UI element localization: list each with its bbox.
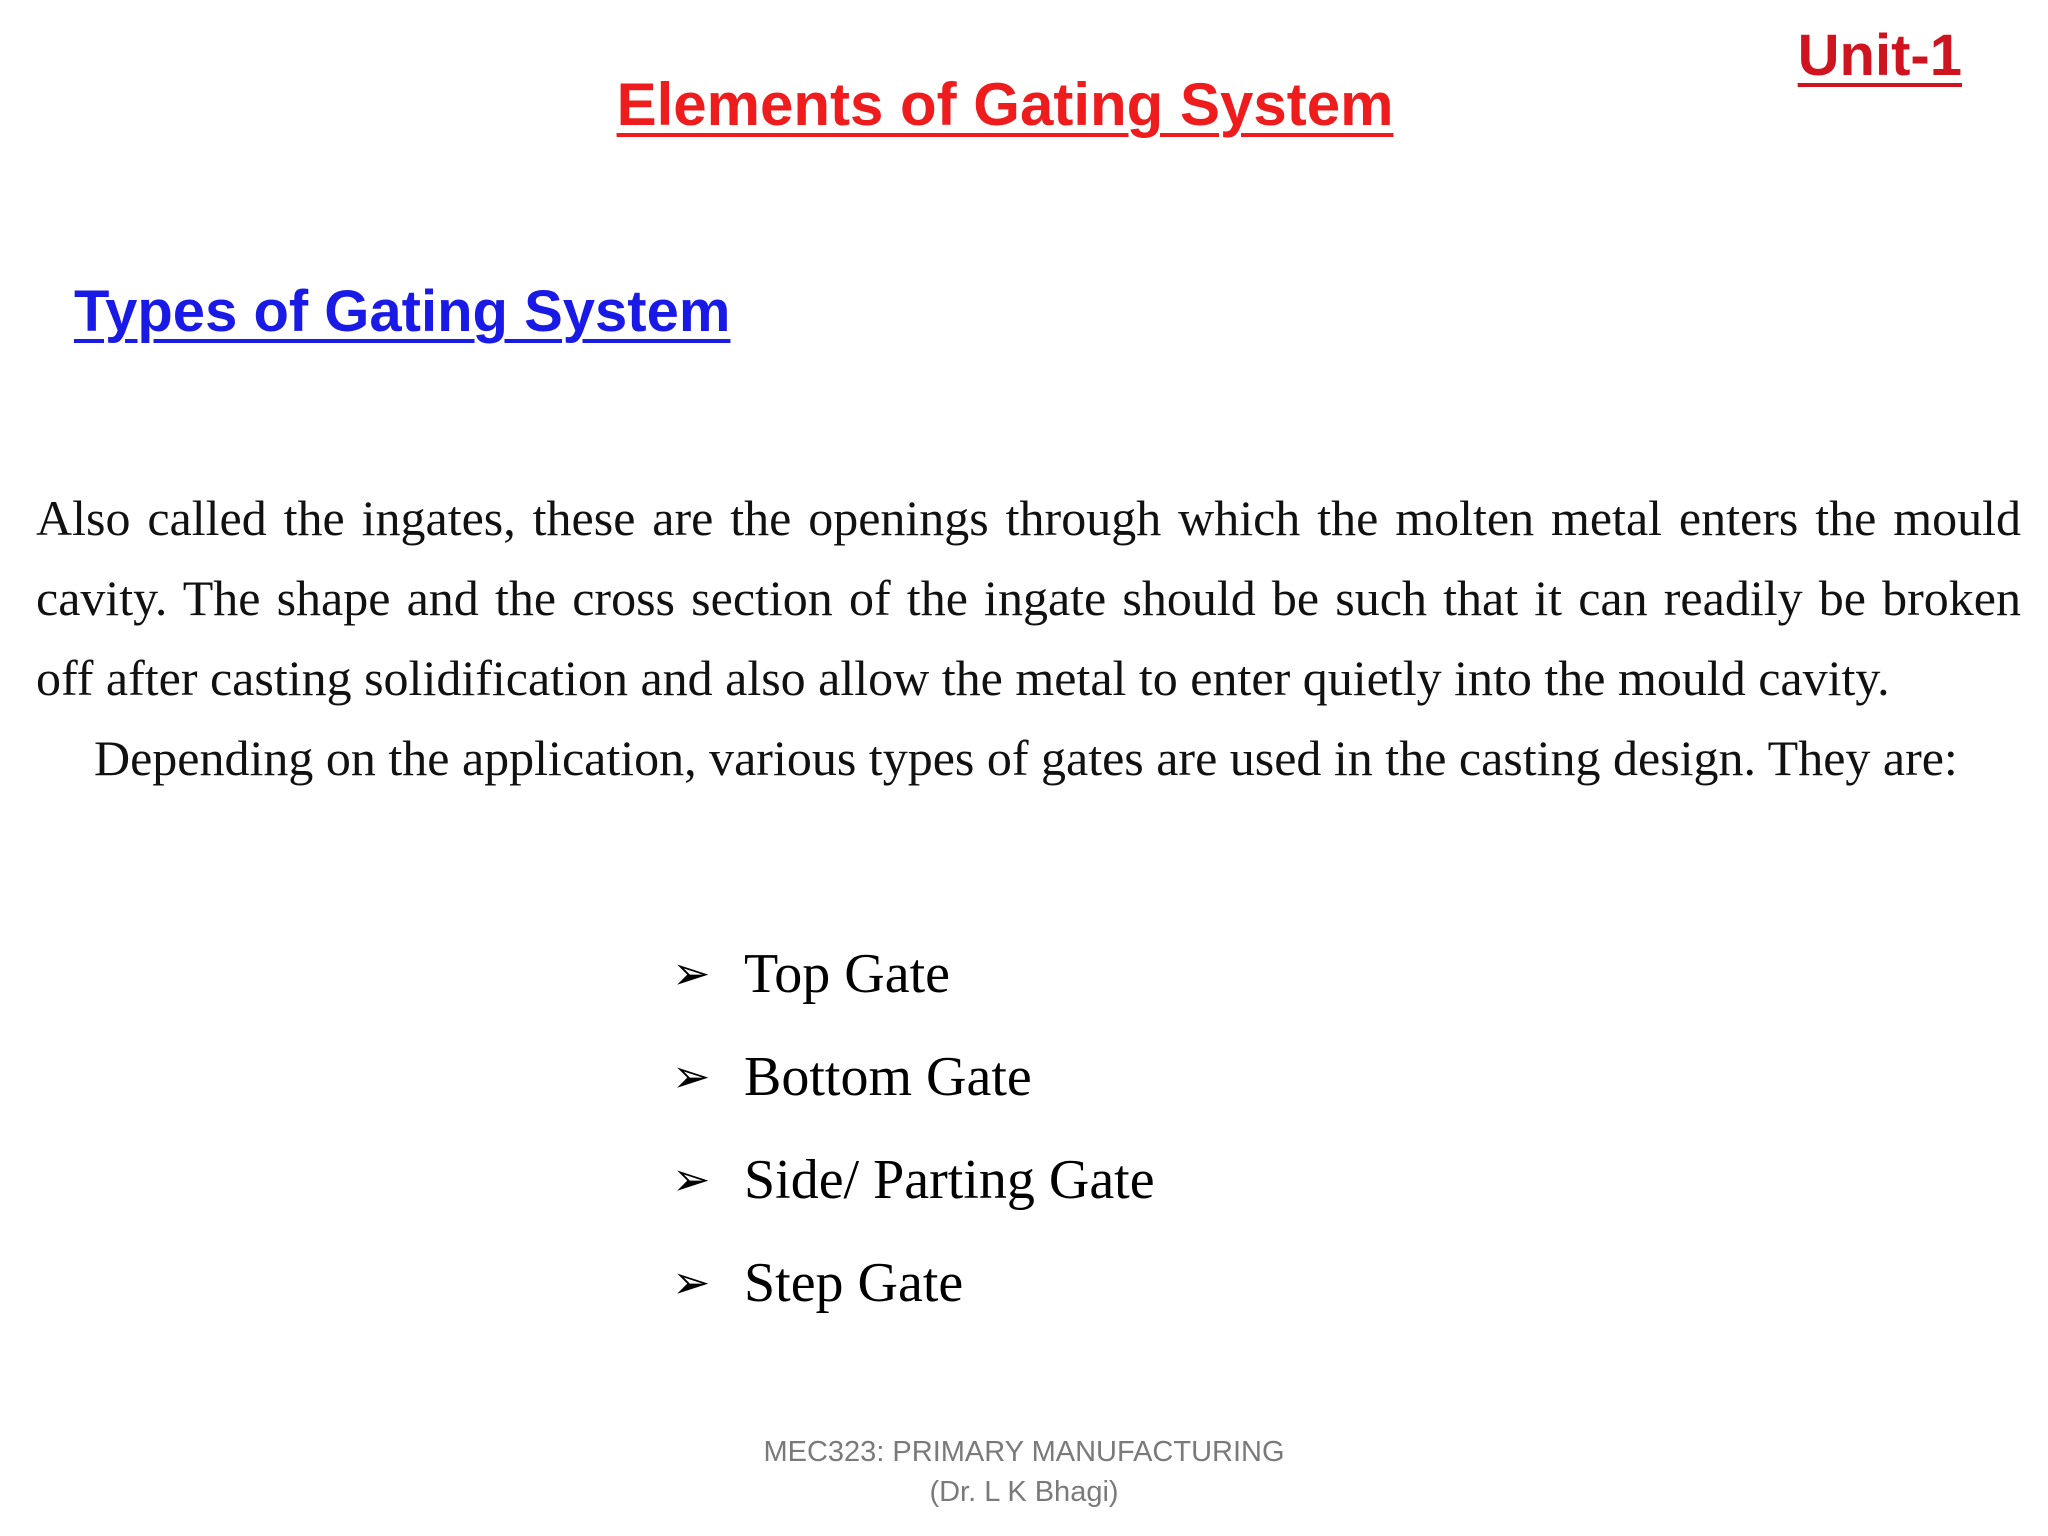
arrow-bullet-icon: ➢	[672, 1257, 711, 1308]
list-item	[672, 1148, 1155, 1251]
gate-label-top: Top Gate	[744, 943, 951, 1005]
list-item	[672, 1251, 1155, 1354]
section-heading: Types of Gating System	[74, 279, 731, 344]
footer	[0, 1432, 2048, 1512]
gate-label-step: Step Gate	[744, 1252, 964, 1314]
footer-course: MEC323: PRIMARY MANUFACTURING	[763, 1436, 1285, 1468]
unit-label: Unit-1	[1797, 23, 1962, 88]
gate-label-side-parting: Side/ Parting Gate	[744, 1149, 1155, 1211]
gate-type-list	[672, 942, 1155, 1354]
slide-title: Elements of Gating System	[616, 71, 1394, 138]
body-paragraph-2: Depending on the application, various types of gates are used in the casting design. They are:	[94, 730, 1958, 786]
arrow-bullet-icon: ➢	[672, 948, 711, 999]
footer-author: (Dr. L K Bhagi)	[929, 1476, 1119, 1508]
gate-label-bottom: Bottom Gate	[744, 1046, 1032, 1108]
list-item	[672, 1045, 1155, 1148]
arrow-bullet-icon: ➢	[672, 1051, 711, 1102]
list-item	[672, 942, 1155, 1045]
body-text	[36, 478, 2021, 798]
arrow-bullet-icon: ➢	[672, 1154, 711, 1205]
body-paragraph-1: Also called the ingates, these are the openings through which the molten metal enters the mould cavity. The shape and the cross section of the ingate should be such that it can readily be broken off after casting solidification and also allow the metal to enter quietly into the mould cavity.	[36, 490, 2021, 706]
